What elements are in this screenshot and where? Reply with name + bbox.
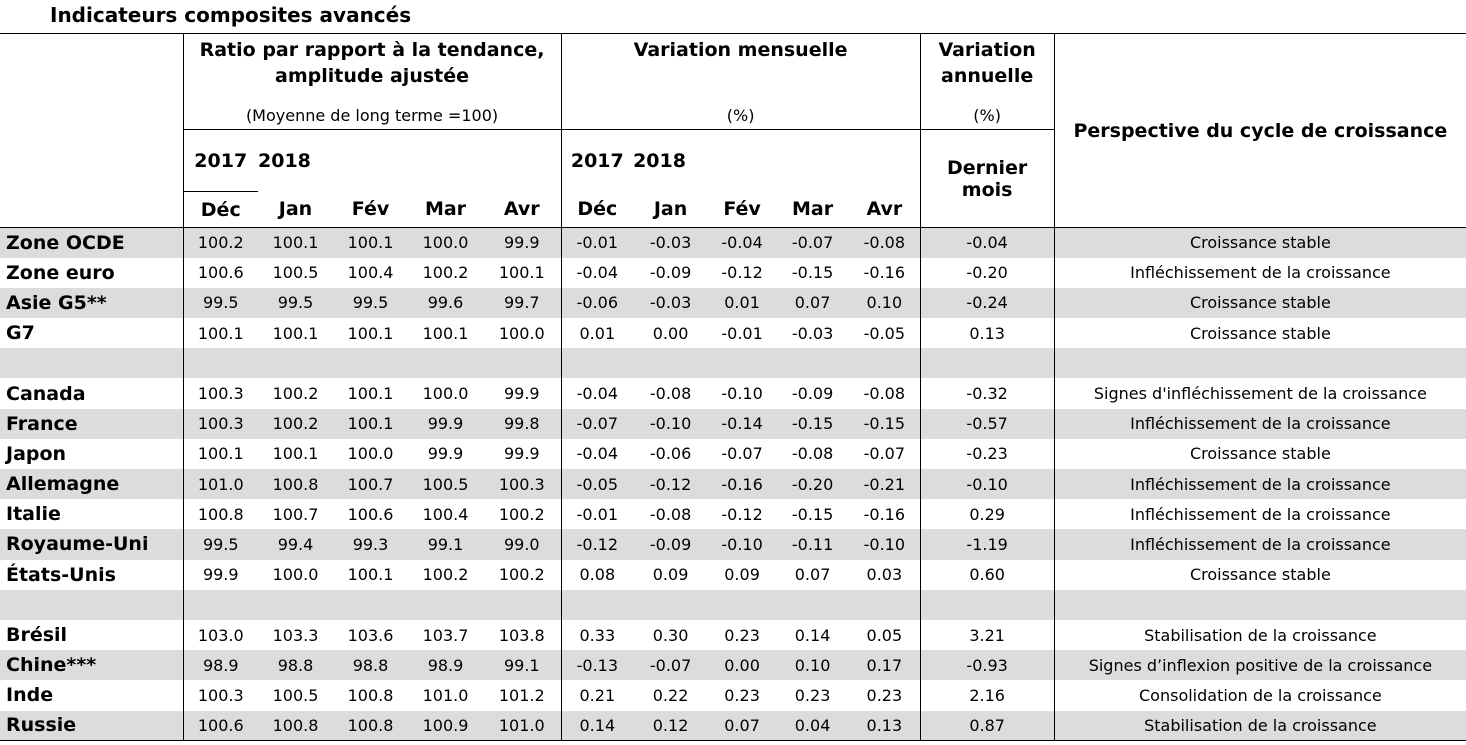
spacer bbox=[408, 130, 483, 192]
empty-cell bbox=[561, 590, 633, 620]
monthly-cell: 0.09 bbox=[724, 565, 760, 585]
table-row bbox=[0, 409, 1466, 439]
spacer bbox=[849, 130, 920, 192]
monthly-cell: 0.23 bbox=[724, 685, 760, 705]
ratio-cell: 99.9 bbox=[503, 384, 540, 404]
region-name: Inde bbox=[6, 684, 54, 707]
monthly-cell: -0.07 bbox=[633, 650, 708, 680]
monthly-cell: -0.16 bbox=[708, 469, 776, 499]
annual-cell: -0.32 bbox=[920, 378, 1054, 408]
monthly-cell: -0.05 bbox=[863, 323, 906, 343]
monthly-cell: -0.06 bbox=[649, 444, 692, 464]
ratio-cell: 100.5 bbox=[408, 469, 483, 499]
monthly-cell: -0.12 bbox=[633, 469, 708, 499]
table-row bbox=[0, 560, 1466, 590]
monthly-cell: 0.07 bbox=[708, 711, 776, 741]
header-annual-sub: (%) bbox=[973, 106, 1001, 125]
monthly-cell: 0.22 bbox=[652, 685, 689, 705]
ratio-cell: 100.1 bbox=[272, 323, 319, 343]
ratio-cell: 100.2 bbox=[422, 565, 469, 585]
ratio-cell: 100.1 bbox=[333, 228, 408, 258]
ratio-cell: 100.2 bbox=[272, 384, 319, 404]
monthly-cell: -0.04 bbox=[561, 439, 633, 469]
outlook-cell: Infléchissement de la croissance bbox=[1054, 409, 1466, 439]
monthly-cell: 0.07 bbox=[794, 565, 831, 585]
region-name: Asie G5** bbox=[0, 288, 183, 318]
empty-cell bbox=[708, 348, 776, 378]
monthly-cell: -0.05 bbox=[561, 469, 633, 499]
empty-cell bbox=[183, 590, 258, 620]
empty-cell bbox=[849, 590, 920, 620]
monthly-cell: -0.10 bbox=[721, 384, 763, 404]
empty-cell bbox=[183, 348, 258, 378]
monthly-cell: 0.00 bbox=[708, 650, 776, 680]
month-header: Déc bbox=[183, 192, 258, 228]
region-name: Chine*** bbox=[0, 650, 183, 680]
header-monthly bbox=[561, 34, 920, 130]
ratio-cell: 100.8 bbox=[333, 711, 408, 741]
ratio-cell: 100.0 bbox=[408, 228, 483, 258]
monthly-cell: 0.23 bbox=[724, 625, 760, 645]
header-outlook: Perspective du cycle de croissance bbox=[1054, 34, 1466, 228]
ratio-cell: 100.0 bbox=[347, 444, 394, 464]
month-header: Fév bbox=[351, 198, 390, 221]
corner-cell-2 bbox=[0, 130, 183, 192]
ratio-cell: 100.1 bbox=[422, 323, 469, 343]
ratio-cell: 98.8 bbox=[333, 650, 408, 680]
year-2017-ratio: 2017 bbox=[183, 130, 258, 192]
monthly-cell: -0.15 bbox=[849, 409, 920, 439]
spacer bbox=[708, 130, 776, 192]
outlook-cell: Infléchissement de la croissance bbox=[1054, 529, 1466, 559]
month-header: Mar bbox=[424, 198, 467, 221]
monthly-cell: -0.09 bbox=[649, 263, 692, 283]
outlook-cell: Croissance stable bbox=[1054, 228, 1466, 258]
monthly-cell: 0.23 bbox=[866, 685, 903, 705]
month-header: Avr bbox=[866, 198, 903, 221]
monthly-cell: 0.23 bbox=[794, 685, 831, 705]
table-title: Indicateurs composites avancés bbox=[50, 3, 412, 27]
ratio-cell: 103.6 bbox=[347, 625, 394, 645]
month-header: Avr bbox=[503, 198, 540, 221]
ratio-cell: 100.2 bbox=[498, 565, 545, 585]
header-ratio-line2: amplitude ajustée bbox=[275, 65, 470, 87]
region-name: Royaume-Uni bbox=[0, 529, 183, 559]
annual-cell: -0.24 bbox=[920, 288, 1054, 318]
ratio-cell: 99.9 bbox=[183, 560, 258, 590]
header-last-month bbox=[920, 130, 1054, 228]
empty-cell bbox=[333, 348, 408, 378]
outlook-cell: Croissance stable bbox=[1054, 560, 1466, 590]
empty-cell bbox=[776, 348, 849, 378]
spacer bbox=[333, 130, 408, 192]
header-monthly-label: Variation mensuelle bbox=[633, 39, 848, 61]
monthly-cell: 0.12 bbox=[633, 711, 708, 741]
region-name: Russie bbox=[0, 711, 183, 741]
region-name: Canada bbox=[6, 382, 86, 405]
empty-cell bbox=[483, 348, 561, 378]
outlook-cell: Infléchissement de la croissance bbox=[1054, 469, 1466, 499]
ratio-cell: 100.2 bbox=[422, 263, 469, 283]
ratio-cell: 100.1 bbox=[333, 409, 408, 439]
monthly-cell: -0.15 bbox=[791, 504, 834, 524]
monthly-cell: -0.08 bbox=[849, 228, 920, 258]
outlook-cell: Consolidation de la croissance bbox=[1054, 680, 1466, 710]
ratio-cell: 99.1 bbox=[483, 650, 561, 680]
month-header: Fév bbox=[723, 198, 761, 221]
year-2018-ratio: 2018 bbox=[258, 130, 333, 192]
ratio-cell: 99.0 bbox=[483, 529, 561, 559]
table-row bbox=[0, 499, 1466, 529]
ratio-cell: 99.8 bbox=[483, 409, 561, 439]
ratio-cell: 100.3 bbox=[183, 680, 258, 710]
empty-cell bbox=[708, 590, 776, 620]
monthly-cell: -0.01 bbox=[721, 323, 763, 343]
empty-cell bbox=[633, 590, 708, 620]
monthly-cell: 0.21 bbox=[561, 680, 633, 710]
ratio-cell: 99.3 bbox=[333, 529, 408, 559]
monthly-cell: 0.03 bbox=[866, 565, 903, 585]
table-row bbox=[0, 288, 1466, 318]
region-name: États-Unis bbox=[6, 563, 116, 586]
monthly-cell: -0.21 bbox=[849, 469, 920, 499]
region-name: Japon bbox=[6, 442, 67, 465]
annual-cell: 0.29 bbox=[920, 499, 1054, 529]
outlook-cell: Signes d'infléchissement de la croissance bbox=[1054, 378, 1466, 408]
monthly-cell: 0.14 bbox=[561, 711, 633, 741]
empty-cell bbox=[561, 348, 633, 378]
spacer-row bbox=[0, 590, 1466, 620]
annual-cell: -0.10 bbox=[920, 469, 1054, 499]
outlook-cell: Infléchissement de la croissance bbox=[1054, 499, 1466, 529]
monthly-cell: 0.10 bbox=[849, 288, 920, 318]
annual-cell: -0.57 bbox=[920, 409, 1054, 439]
ratio-cell: 99.9 bbox=[408, 409, 483, 439]
monthly-cell: -0.01 bbox=[561, 499, 633, 529]
monthly-cell: 0.30 bbox=[652, 625, 689, 645]
ratio-cell: 100.1 bbox=[347, 565, 394, 585]
monthly-cell: -0.07 bbox=[863, 444, 906, 464]
ratio-cell: 100.1 bbox=[347, 323, 394, 343]
ratio-cell: 100.8 bbox=[183, 499, 258, 529]
header-annual bbox=[920, 34, 1054, 130]
table-row bbox=[0, 258, 1466, 288]
annual-cell: 0.60 bbox=[920, 560, 1054, 590]
annual-cell: -0.23 bbox=[920, 439, 1054, 469]
annual-cell: 3.21 bbox=[920, 620, 1054, 650]
annual-cell: -0.93 bbox=[920, 650, 1054, 680]
month-header: Déc bbox=[561, 192, 633, 228]
empty-cell bbox=[408, 590, 483, 620]
monthly-cell: -0.12 bbox=[721, 263, 763, 283]
annual-cell: -0.20 bbox=[920, 258, 1054, 288]
corner-cell bbox=[0, 34, 183, 130]
outlook-cell: Croissance stable bbox=[1054, 288, 1466, 318]
ratio-cell: 100.8 bbox=[258, 469, 333, 499]
table-row bbox=[0, 439, 1466, 469]
empty-cell bbox=[483, 590, 561, 620]
ratio-cell: 99.5 bbox=[258, 288, 333, 318]
monthly-cell: 0.13 bbox=[849, 711, 920, 741]
ratio-cell: 100.0 bbox=[498, 323, 545, 343]
ratio-cell: 100.2 bbox=[498, 504, 545, 524]
ratio-cell: 99.9 bbox=[427, 444, 464, 464]
empty-cell bbox=[776, 590, 849, 620]
ratio-cell: 100.7 bbox=[272, 504, 319, 524]
monthly-cell: -0.07 bbox=[721, 444, 763, 464]
ratio-cell: 100.1 bbox=[498, 263, 545, 283]
empty-cell bbox=[0, 590, 183, 620]
ratio-cell: 100.7 bbox=[333, 469, 408, 499]
annual-cell: 2.16 bbox=[920, 680, 1054, 710]
monthly-cell: -0.09 bbox=[633, 529, 708, 559]
region-name: G7 bbox=[6, 322, 35, 345]
monthly-cell: -0.04 bbox=[708, 228, 776, 258]
spacer bbox=[776, 130, 849, 192]
monthly-cell: -0.10 bbox=[633, 409, 708, 439]
spacer-row bbox=[0, 348, 1466, 378]
year-2018-monthly: 2018 bbox=[633, 130, 708, 192]
monthly-cell: -0.08 bbox=[863, 384, 906, 404]
monthly-cell: -0.03 bbox=[633, 288, 708, 318]
month-header: Jan bbox=[278, 198, 313, 221]
ratio-cell: 99.9 bbox=[503, 444, 540, 464]
monthly-cell: -0.08 bbox=[649, 504, 692, 524]
table-row bbox=[0, 650, 1466, 680]
outlook-cell: Stabilisation de la croissance bbox=[1054, 620, 1466, 650]
ratio-cell: 100.1 bbox=[183, 439, 258, 469]
ratio-cell: 100.3 bbox=[183, 378, 258, 408]
empty-cell bbox=[258, 348, 333, 378]
monthly-cell: -0.16 bbox=[863, 504, 906, 524]
monthly-cell: 0.05 bbox=[866, 625, 903, 645]
monthly-cell: -0.11 bbox=[776, 529, 849, 559]
monthly-cell: -0.15 bbox=[791, 263, 834, 283]
table-row bbox=[0, 378, 1466, 408]
monthly-cell: -0.06 bbox=[561, 288, 633, 318]
ratio-cell: 100.2 bbox=[258, 409, 333, 439]
region-name: Brésil bbox=[6, 624, 68, 647]
monthly-cell: 0.09 bbox=[652, 565, 689, 585]
monthly-cell: -0.16 bbox=[863, 263, 906, 283]
spacer bbox=[483, 130, 561, 192]
ratio-cell: 103.8 bbox=[498, 625, 545, 645]
header-last-month-line2: mois bbox=[961, 178, 1013, 201]
annual-cell: -1.19 bbox=[920, 529, 1054, 559]
monthly-cell: -0.15 bbox=[776, 409, 849, 439]
region-name: France bbox=[0, 409, 183, 439]
empty-cell bbox=[333, 590, 408, 620]
ratio-cell: 100.8 bbox=[347, 685, 394, 705]
monthly-cell: -0.20 bbox=[776, 469, 849, 499]
outlook-cell: Stabilisation de la croissance bbox=[1054, 711, 1466, 741]
outlook-cell: Croissance stable bbox=[1054, 439, 1466, 469]
ratio-cell: 100.5 bbox=[272, 685, 319, 705]
annual-cell: -0.04 bbox=[920, 228, 1054, 258]
monthly-cell: 0.07 bbox=[776, 288, 849, 318]
monthly-cell: 0.33 bbox=[561, 620, 633, 650]
monthly-cell: -0.01 bbox=[561, 228, 633, 258]
empty-cell bbox=[920, 590, 1054, 620]
ratio-cell: 100.1 bbox=[272, 444, 319, 464]
table-row bbox=[0, 529, 1466, 559]
region-name: Zone OCDE bbox=[0, 228, 183, 258]
region-name: Italie bbox=[6, 503, 61, 526]
ratio-cell: 99.7 bbox=[483, 288, 561, 318]
ratio-cell: 99.5 bbox=[183, 529, 258, 559]
table-row bbox=[0, 680, 1466, 710]
ratio-cell: 99.6 bbox=[408, 288, 483, 318]
monthly-cell: -0.07 bbox=[776, 228, 849, 258]
ratio-cell: 100.6 bbox=[347, 504, 394, 524]
month-header: Mar bbox=[792, 198, 834, 221]
empty-cell bbox=[1054, 590, 1466, 620]
header-ratio-line1: Ratio par rapport à la tendance, bbox=[199, 39, 545, 61]
monthly-cell: 0.14 bbox=[794, 625, 831, 645]
outlook-cell: Croissance stable bbox=[1054, 318, 1466, 348]
year-2017-monthly: 2017 bbox=[561, 130, 633, 192]
empty-cell bbox=[258, 590, 333, 620]
ratio-cell: 99.4 bbox=[258, 529, 333, 559]
monthly-cell: 0.08 bbox=[561, 560, 633, 590]
header-ratio bbox=[183, 34, 561, 130]
ratio-cell: 100.1 bbox=[347, 384, 394, 404]
ratio-cell: 101.2 bbox=[498, 685, 545, 705]
table-body bbox=[0, 34, 1466, 741]
monthly-cell: -0.03 bbox=[791, 323, 834, 343]
ratio-cell: 101.0 bbox=[483, 711, 561, 741]
ratio-cell: 100.5 bbox=[272, 263, 319, 283]
header-last-month-line1: Dernier bbox=[946, 156, 1028, 179]
monthly-cell: 0.10 bbox=[776, 650, 849, 680]
header-ratio-sub: (Moyenne de long terme =100) bbox=[245, 106, 499, 125]
ratio-cell: 103.3 bbox=[272, 625, 319, 645]
ratio-cell: 100.1 bbox=[258, 228, 333, 258]
ratio-cell: 98.9 bbox=[183, 650, 258, 680]
ratio-cell: 100.9 bbox=[408, 711, 483, 741]
monthly-cell: -0.04 bbox=[561, 258, 633, 288]
ratio-cell: 99.1 bbox=[408, 529, 483, 559]
monthly-cell: 0.01 bbox=[561, 318, 633, 348]
empty-cell bbox=[0, 348, 183, 378]
region-name: Allemagne bbox=[0, 469, 183, 499]
corner-cell-3 bbox=[0, 192, 183, 228]
monthly-cell: 0.17 bbox=[849, 650, 920, 680]
monthly-cell: -0.14 bbox=[708, 409, 776, 439]
outlook-cell: Signes d’inflexion positive de la croissance bbox=[1054, 650, 1466, 680]
month-header: Jan bbox=[653, 198, 688, 221]
ratio-cell: 100.4 bbox=[347, 263, 394, 283]
monthly-cell: -0.08 bbox=[791, 444, 834, 464]
annual-cell: 0.87 bbox=[920, 711, 1054, 741]
table-row bbox=[0, 620, 1466, 650]
header-annual-line1: Variation bbox=[938, 39, 1036, 61]
ratio-cell: 100.4 bbox=[422, 504, 469, 524]
monthly-cell: -0.03 bbox=[633, 228, 708, 258]
monthly-cell: -0.10 bbox=[849, 529, 920, 559]
table-row bbox=[0, 469, 1466, 499]
header-annual-line2: annuelle bbox=[941, 65, 1034, 87]
ratio-cell: 99.5 bbox=[183, 288, 258, 318]
empty-cell bbox=[633, 348, 708, 378]
ratio-cell: 100.6 bbox=[183, 258, 258, 288]
ratio-cell: 100.2 bbox=[183, 228, 258, 258]
ratio-cell: 101.0 bbox=[422, 685, 469, 705]
ratio-cell: 100.6 bbox=[183, 711, 258, 741]
ratio-cell: 98.9 bbox=[408, 650, 483, 680]
monthly-cell: -0.10 bbox=[708, 529, 776, 559]
annual-cell: 0.13 bbox=[920, 318, 1054, 348]
monthly-cell: -0.08 bbox=[649, 384, 692, 404]
ratio-cell: 103.0 bbox=[183, 620, 258, 650]
monthly-cell: -0.13 bbox=[561, 650, 633, 680]
monthly-cell: -0.09 bbox=[791, 384, 834, 404]
empty-cell bbox=[920, 348, 1054, 378]
ratio-cell: 103.7 bbox=[422, 625, 469, 645]
header-monthly-sub: (%) bbox=[726, 106, 755, 125]
empty-cell bbox=[408, 348, 483, 378]
monthly-cell: -0.12 bbox=[721, 504, 763, 524]
region-name: Zone euro bbox=[6, 261, 115, 284]
ratio-cell: 101.0 bbox=[183, 469, 258, 499]
ratio-cell: 100.0 bbox=[422, 384, 469, 404]
ratio-cell: 100.3 bbox=[183, 409, 258, 439]
table-row bbox=[0, 228, 1466, 258]
ratio-cell: 99.5 bbox=[333, 288, 408, 318]
empty-cell bbox=[1054, 348, 1466, 378]
ratio-cell: 99.9 bbox=[483, 228, 561, 258]
table-row bbox=[0, 711, 1466, 741]
table-row bbox=[0, 318, 1466, 348]
monthly-cell: -0.07 bbox=[561, 409, 633, 439]
indicators-table bbox=[0, 33, 1466, 741]
monthly-cell: -0.04 bbox=[561, 378, 633, 408]
monthly-cell: 0.00 bbox=[652, 323, 689, 343]
ratio-cell: 100.0 bbox=[272, 565, 319, 585]
ratio-cell: 100.8 bbox=[258, 711, 333, 741]
ratio-cell: 100.3 bbox=[483, 469, 561, 499]
ratio-cell: 100.1 bbox=[183, 318, 258, 348]
monthly-cell: 0.01 bbox=[708, 288, 776, 318]
outlook-cell: Infléchissement de la croissance bbox=[1054, 258, 1466, 288]
monthly-cell: 0.04 bbox=[776, 711, 849, 741]
monthly-cell: -0.12 bbox=[561, 529, 633, 559]
empty-cell bbox=[849, 348, 920, 378]
ratio-cell: 98.8 bbox=[258, 650, 333, 680]
